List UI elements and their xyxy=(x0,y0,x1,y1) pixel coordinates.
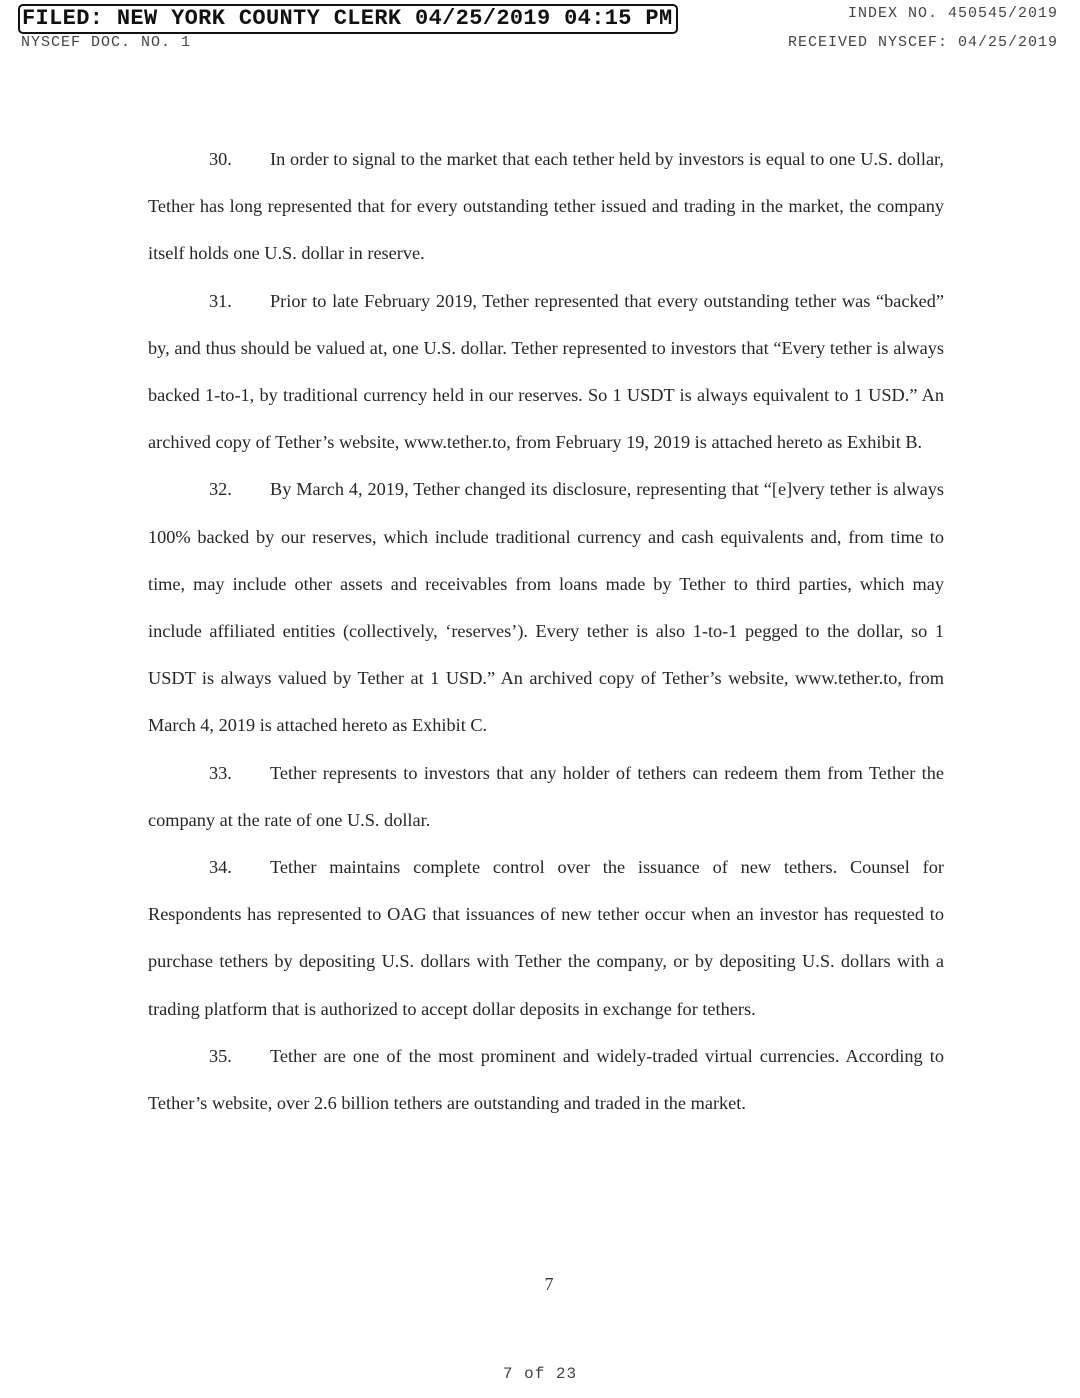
paragraph-31 xyxy=(148,278,944,467)
paragraph-33 xyxy=(148,750,944,844)
paragraph-number: 35. xyxy=(209,1045,232,1066)
received-date: RECEIVED NYSCEF: 04/25/2019 xyxy=(787,34,1058,51)
paragraph-number: 33. xyxy=(209,762,232,783)
paragraph-text: Tether maintains complete control over the issuance of new tethers. Counsel for Respondents has represented to OAG that issuances of new tether occur when an investor has requested to purchase tethers by depositing U.S. dollars with Tether the company, or by depositing U.S. dollars with a trading platform that is authorized to accept dollar deposits in exchange for tethers. xyxy=(148,857,944,1019)
paragraph-text: In order to signal to the market that each tether held by investors is equal to one U.S. dollar, Tether has long represented that for every outstanding tether issued and trading in the market, the company itself holds one U.S. dollar in reserve. xyxy=(148,149,944,264)
paragraph-text: Prior to late February 2019, Tether represented that every outstanding tether was “backed” by, and thus should be valued at, one U.S. dollar. Tether represented to investors that “Every tether is always backed 1-to-1, by traditional currency held in our reserves. So 1 USDT is always equivalent to 1 USD.” An archived copy of Tether’s website, www.tether.to, from February 19, 2019 is attached hereto as Exhibit B. xyxy=(148,290,944,453)
paragraph-number: 32. xyxy=(209,479,232,500)
page-count: 7 of 23 xyxy=(502,1365,578,1383)
paragraph-number: 31. xyxy=(209,290,232,311)
paragraph-35 xyxy=(148,1033,944,1127)
paragraph-text: Tether are one of the most prominent and widely-traded virtual currencies. According to Tether’s website, over 2.6 billion tethers are outstanding and traded in the market. xyxy=(148,1045,944,1114)
paragraph-text: Tether represents to investors that any holder of tethers can redeem them from Tether the company at the rate of one U.S. dollar. xyxy=(148,762,944,830)
paragraph-30 xyxy=(148,136,944,278)
page-number: 7 xyxy=(544,1274,554,1294)
paragraph-32 xyxy=(148,466,944,749)
nyscef-doc-number: NYSCEF DOC. NO. 1 xyxy=(21,34,192,51)
paragraph-number: 34. xyxy=(209,857,232,878)
document-body xyxy=(148,136,944,1127)
paragraph-number: 30. xyxy=(209,149,232,169)
index-number: INDEX NO. 450545/2019 xyxy=(847,5,1058,22)
paragraph-text: By March 4, 2019, Tether changed its disclosure, representing that “[e]very tether is always 100% backed by our reserves, which include traditional currency and cash equivalents and, from time to time, may include other assets and receivables from loans made by Tether to third parties, which may include affiliated entities (collectively, ‘reserves’). Every tether is also 1-to-1 pegged to the dollar, so 1 USDT is always valued by Tether at 1 USD.” An archived copy of Tether’s website, www.tether.to, from March 4, 2019 is attached hereto as Exhibit C. xyxy=(148,479,944,736)
filed-stamp: FILED: NEW YORK COUNTY CLERK 04/25/2019 04:15 PM xyxy=(18,4,678,34)
paragraph-34 xyxy=(148,844,944,1033)
